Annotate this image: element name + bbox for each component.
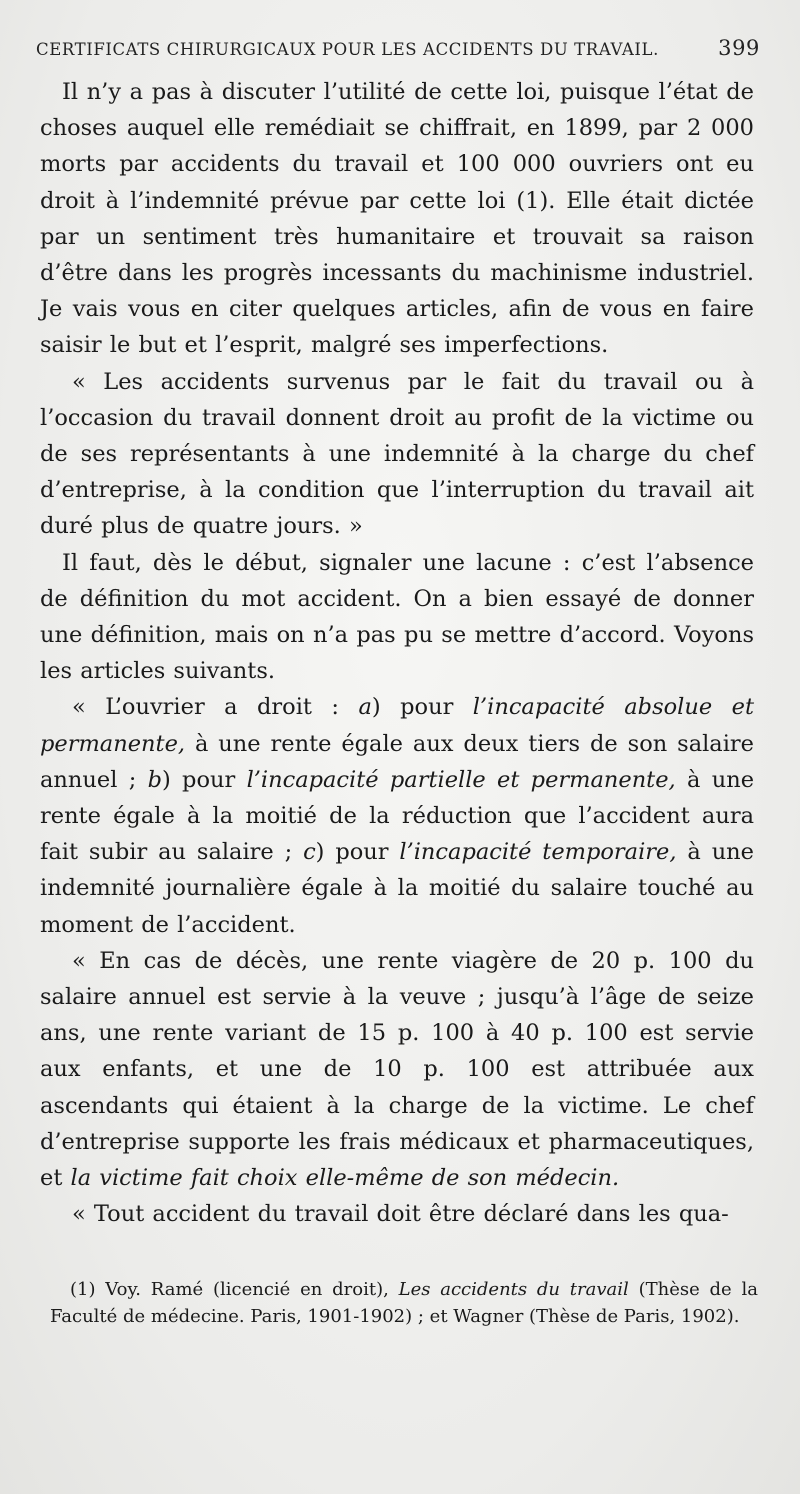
- italic-phrase: la victime fait choix elle-même de son médecin.: [70, 1165, 620, 1192]
- paragraph-2-quote: « Les accidents survenus par le fait du travail ou à l’occasion du travail donnent droit au profit de la victime ou de ses représentants à une indemnité à la charge du chef d’entreprise, à la condition que l’interruption du travail ait duré plus de quatre jours. »: [40, 368, 754, 540]
- page-number: 399: [718, 36, 760, 60]
- italic-term: l’incapacité partielle et permanente,: [246, 766, 676, 793]
- italic-term: l’incapacité absolue et permanente,: [40, 694, 754, 757]
- running-header: [36, 36, 760, 66]
- paragraph-5-quote: [40, 943, 754, 1196]
- footnote: [50, 1276, 758, 1330]
- text-run: (Thèse de la Faculté de médecine. Paris, 1901-1902) ; et Wagner (Thèse de Paris, 1902).: [50, 1279, 758, 1327]
- text-run: à une rente égale à la moitié de la réduction que l’accident aura fait subir au salaire ;: [40, 766, 755, 866]
- footnote-1: [50, 1276, 758, 1330]
- text-run: ) pour: [371, 694, 473, 721]
- body-text: [40, 74, 754, 1233]
- item-marker: a: [358, 694, 372, 721]
- paragraph-6-quote: « Tout accident du travail doit être déclaré dans les qua-: [72, 1201, 729, 1228]
- paragraph-1: Il n’y a pas à discuter l’utilité de cette loi, puisque l’état de choses auquel elle remédiait se chiffrait, en 1899, par 2 000 morts par accidents du travail et 100 000 ouvriers ont eu droit à l’indemnité prévue par cette loi (1). Elle était dictée par un sentiment très humanitaire et trouvait sa raison d’être dans les progrès incessants du machinisme industriel. Je vais vous en citer quelques articles, afin de vous en faire saisir le but et l’esprit, malgré ses imperfections.: [40, 79, 754, 359]
- paragraph-3: Il faut, dès le début, signaler une lacune : c’est l’absence de définition du mot accident. On a bien essayé de donner une définition, mais on n’a pas pu se mettre d’accord. Voyons les articles suivants.: [40, 549, 754, 685]
- text-run: ) pour: [161, 766, 247, 793]
- italic-title: Les accidents du travail: [398, 1279, 629, 1300]
- text-run: à une indemnité journalière égale à la moitié du salaire touché au moment de l’accident.: [40, 839, 754, 938]
- italic-term: l’incapacité temporaire,: [399, 839, 677, 866]
- text-run: « En cas de décès, une rente viagère de 20 p. 100 du salaire annuel est servie à la veuve ; jusqu’à l’âge de seize ans, une rente variant de 15 p. 100 à 40 p. 100 est servie aux enfants, et une de 10 p. 100 est attribuée aux ascendants qui étaient à la charge de la victime. Le chef d’entreprise supporte les frais médicaux et pharmaceutiques, et: [40, 947, 754, 1192]
- text-run: à une rente égale aux deux tiers de son salaire annuel ;: [40, 730, 754, 793]
- text-run: « L’ouvrier a droit :: [72, 694, 359, 721]
- paragraph-4-quote: [40, 689, 754, 942]
- item-marker: c: [303, 839, 316, 866]
- text-run: ) pour: [315, 839, 400, 866]
- running-title: CERTIFICATS CHIRURGICAUX POUR LES ACCIDENTS DU TRAVAIL.: [36, 40, 659, 59]
- text-run: (1) Voy. Ramé (licencié en droit),: [70, 1279, 399, 1300]
- item-marker: b: [147, 766, 162, 793]
